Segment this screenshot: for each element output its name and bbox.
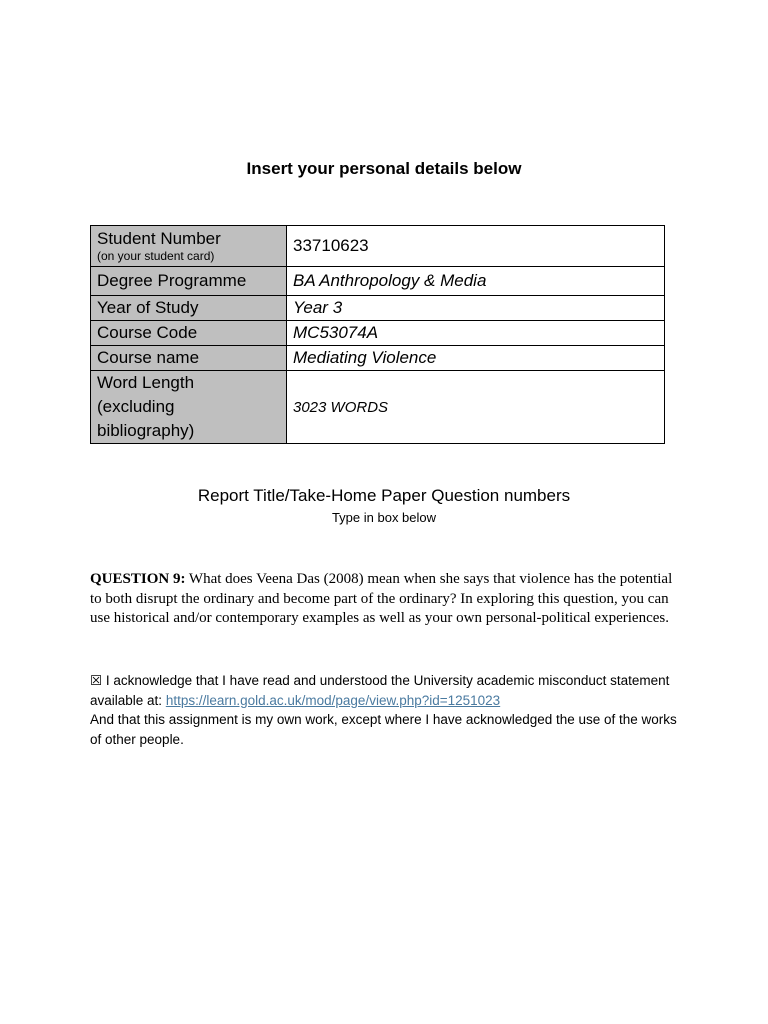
acknowledgement-statement [90,671,680,749]
student-number-label [91,226,287,267]
personal-details-table [90,225,665,444]
report-subtitle: Type in box below [331,510,437,525]
degree-programme-value[interactable]: BA Anthropology & Media [287,267,665,296]
word-length-label-line-3: bibliography) [97,421,195,440]
year-of-study-value[interactable]: Year 3 [287,296,665,321]
word-length-value[interactable]: 3023 WORDS [287,371,665,444]
table-row [91,296,665,321]
question-text-box[interactable] [90,570,682,629]
year-of-study-label: Year of Study [91,296,287,321]
report-title: Report Title/Take-Home Paper Question numbers [197,486,571,505]
table-row [91,226,665,267]
table-row [91,371,665,444]
question-body: What does Veena Das (2008) mean when she says that violence has the potential to both disrupt the ordinary and become part of the ordinary? In exploring this question, you can use historical and/or contemporary examples as well as your own personal-political experiences. [90,571,673,626]
table-row [91,267,665,296]
course-name-value[interactable]: Mediating Violence [287,346,665,371]
word-length-label [91,371,287,444]
table-row [91,321,665,346]
acknowledgement-text: I acknowledge that I have read and understood the University academic misconduct statement available at: [90,673,670,708]
course-code-value[interactable]: MC53074A [287,321,665,346]
degree-programme-label: Degree Programme [91,267,287,296]
student-number-note: (on your student card) [97,249,215,263]
question-label: QUESTION 9: [90,571,186,587]
acknowledgement-own-work-text: And that this assignment is my own work, except where I have acknowledged the use of the works of other people. [90,712,677,747]
table-row [91,346,665,371]
word-length-label-line-2: (excluding [97,397,175,416]
word-length-label-line-1: Word Length [97,373,195,392]
misconduct-statement-link[interactable]: https://learn.gold.ac.uk/mod/page/view.php?id=1251023 [165,692,501,708]
page-heading: Insert your personal details below [246,159,522,178]
student-number-label-text: Student Number [97,229,221,248]
course-name-label: Course name [91,346,287,371]
acknowledgement-checkbox[interactable]: ☒ [90,673,103,688]
student-number-value[interactable]: 33710623 [287,226,665,267]
course-code-label: Course Code [91,321,287,346]
